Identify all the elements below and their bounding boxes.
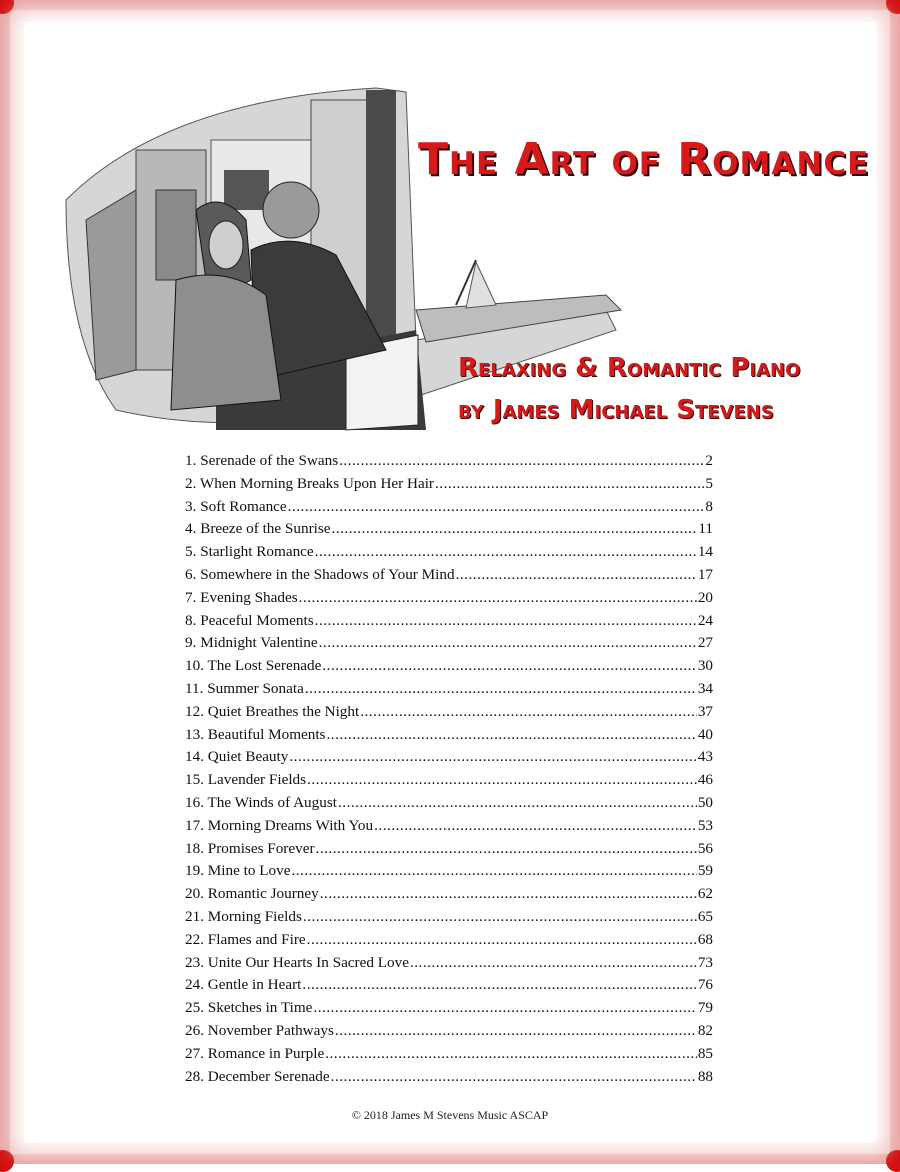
toc-entry-page: 30 (697, 657, 713, 675)
toc-entry-page: 46 (697, 771, 713, 789)
toc-entry-page: 79 (697, 999, 713, 1017)
toc-entry-title: 12. Quiet Breathes the Night (185, 702, 360, 720)
toc-entry-page: 56 (697, 839, 713, 857)
toc-entry-title: 2. When Morning Breaks Upon Her Hair (185, 474, 434, 492)
toc-leader-dots (320, 883, 697, 906)
toc-entry (185, 473, 713, 496)
toc-entry (185, 655, 713, 678)
toc-entry-title: 19. Mine to Love (185, 862, 291, 880)
toc-leader-dots (338, 792, 697, 815)
toc-entry-page: 82 (697, 1021, 713, 1039)
toc-entry (185, 518, 713, 541)
toc-entry-page: 14 (697, 543, 713, 561)
toc-leader-dots (410, 952, 697, 975)
toc-leader-dots (291, 860, 696, 883)
toc-leader-dots (435, 473, 704, 496)
toc-leader-dots (326, 724, 696, 747)
toc-entry-title: 9. Midnight Valentine (185, 634, 318, 652)
toc-leader-dots (332, 518, 698, 541)
toc-entry-title: 8. Peaceful Moments (185, 611, 314, 629)
toc-entry-page: 20 (697, 588, 713, 606)
toc-entry (185, 815, 713, 838)
toc-entry (185, 883, 713, 906)
toc-entry-title: 13. Beautiful Moments (185, 725, 326, 743)
toc-entry-page: 2 (705, 452, 713, 469)
toc-leader-dots (316, 838, 697, 861)
toc-entry (185, 701, 713, 724)
toc-entry-title: 1. Serenade of the Swans (185, 452, 339, 469)
toc-entry-page: 73 (697, 953, 713, 971)
toc-leader-dots (360, 701, 697, 724)
toc-entry (185, 632, 713, 655)
toc-entry-title: 22. Flames and Fire (185, 930, 306, 948)
toc-entry-title: 21. Morning Fields (185, 907, 302, 925)
toc-entry-page: 11 (698, 520, 713, 538)
toc-entry-page: 37 (697, 702, 713, 720)
toc-entry (185, 564, 713, 587)
toc-entry-title: 20. Romantic Journey (185, 885, 319, 903)
toc-entry (185, 746, 713, 769)
copyright-notice: © 2018 James M Stevens Music ASCAP (351, 1108, 549, 1122)
toc-leader-dots (303, 906, 697, 929)
toc-entry (185, 974, 713, 997)
toc-entry-page: 24 (697, 611, 713, 629)
toc-leader-dots (313, 997, 696, 1020)
toc-entry-page: 68 (697, 930, 713, 948)
toc-entry-title: 14. Quiet Beauty (185, 748, 289, 766)
toc-leader-dots (302, 974, 696, 997)
toc-entry-page: 59 (697, 862, 713, 880)
toc-leader-dots (374, 815, 697, 838)
toc-entry-title: 3. Soft Romance (185, 497, 287, 515)
toc-entry (185, 541, 713, 564)
toc-entry-title: 23. Unite Our Hearts In Sacred Love (185, 953, 409, 971)
toc-entry-page: 88 (697, 1067, 713, 1085)
toc-entry-title: 4. Breeze of the Sunrise (185, 520, 331, 538)
toc-leader-dots (315, 610, 697, 633)
toc-leader-dots (335, 1020, 697, 1043)
toc-leader-dots (322, 655, 696, 678)
toc-leader-dots (315, 541, 697, 564)
toc-entry (185, 496, 713, 519)
corner-dot-bottom-right (886, 1150, 900, 1172)
toc-entry (185, 678, 713, 701)
toc-entry-title: 7. Evening Shades (185, 588, 298, 606)
toc-entry-title: 26. November Pathways (185, 1021, 334, 1039)
toc-entry-title: 17. Morning Dreams With You (185, 816, 374, 834)
toc-leader-dots (331, 1066, 697, 1089)
toc-entry (185, 906, 713, 929)
toc-entry (185, 997, 713, 1020)
toc-entry (185, 724, 713, 747)
toc-entry (185, 1066, 713, 1089)
toc-entry-page: 17 (697, 565, 713, 583)
toc-entry-title: 11. Summer Sonata (185, 679, 304, 697)
toc-entry-page: 34 (697, 679, 713, 697)
toc-entry-page: 5 (705, 474, 713, 492)
toc-entry-page: 76 (697, 976, 713, 994)
toc-entry (185, 860, 713, 883)
toc-entry (185, 1043, 713, 1066)
toc-entry-page: 27 (697, 634, 713, 652)
toc-leader-dots (325, 1043, 697, 1066)
toc-entry-page: 50 (697, 793, 713, 811)
toc-entry-page: 85 (697, 1044, 713, 1062)
toc-leader-dots (288, 496, 705, 519)
toc-leader-dots (319, 632, 697, 655)
toc-entry (185, 587, 713, 610)
toc-entry-page: 8 (705, 497, 713, 515)
toc-entry (185, 792, 713, 815)
toc-entry-title: 24. Gentle in Heart (185, 976, 302, 994)
subtitle-line-1: Relaxing & Romantic Piano (458, 353, 801, 383)
toc-entry (185, 838, 713, 861)
book-title: The Art of Romance (418, 134, 870, 185)
toc-entry-title: 25. Sketches in Time (185, 999, 313, 1017)
toc-entry-page: 62 (697, 885, 713, 903)
toc-leader-dots (307, 769, 697, 792)
toc-entry-title: 10. The Lost Serenade (185, 657, 322, 675)
table-of-contents (185, 450, 713, 1088)
toc-entry-page: 53 (697, 816, 713, 834)
toc-leader-dots (339, 450, 704, 473)
toc-entry (185, 929, 713, 952)
toc-entry-page: 40 (697, 725, 713, 743)
toc-entry-title: 5. Starlight Romance (185, 543, 314, 561)
toc-entry (185, 769, 713, 792)
toc-entry-title: 27. Romance in Purple (185, 1044, 325, 1062)
toc-entry-title: 6. Somewhere in the Shadows of Your Mind (185, 565, 455, 583)
toc-leader-dots (307, 929, 697, 952)
toc-entry-title: 18. Promises Forever (185, 839, 315, 857)
toc-entry (185, 1020, 713, 1043)
toc-leader-dots (289, 746, 696, 769)
toc-leader-dots (299, 587, 697, 610)
toc-entry-title: 16. The Winds of August (185, 793, 337, 811)
toc-entry-title: 15. Lavender Fields (185, 771, 307, 789)
toc-entry-page: 43 (697, 748, 713, 766)
subtitle-line-2: by James Michael Stevens (458, 395, 774, 425)
toc-entry (185, 952, 713, 975)
toc-entry (185, 610, 713, 633)
toc-entry-page: 65 (697, 907, 713, 925)
toc-entry-title: 28. December Serenade (185, 1067, 330, 1085)
toc-entry (185, 450, 713, 473)
toc-leader-dots (456, 564, 697, 587)
toc-leader-dots (305, 678, 697, 701)
